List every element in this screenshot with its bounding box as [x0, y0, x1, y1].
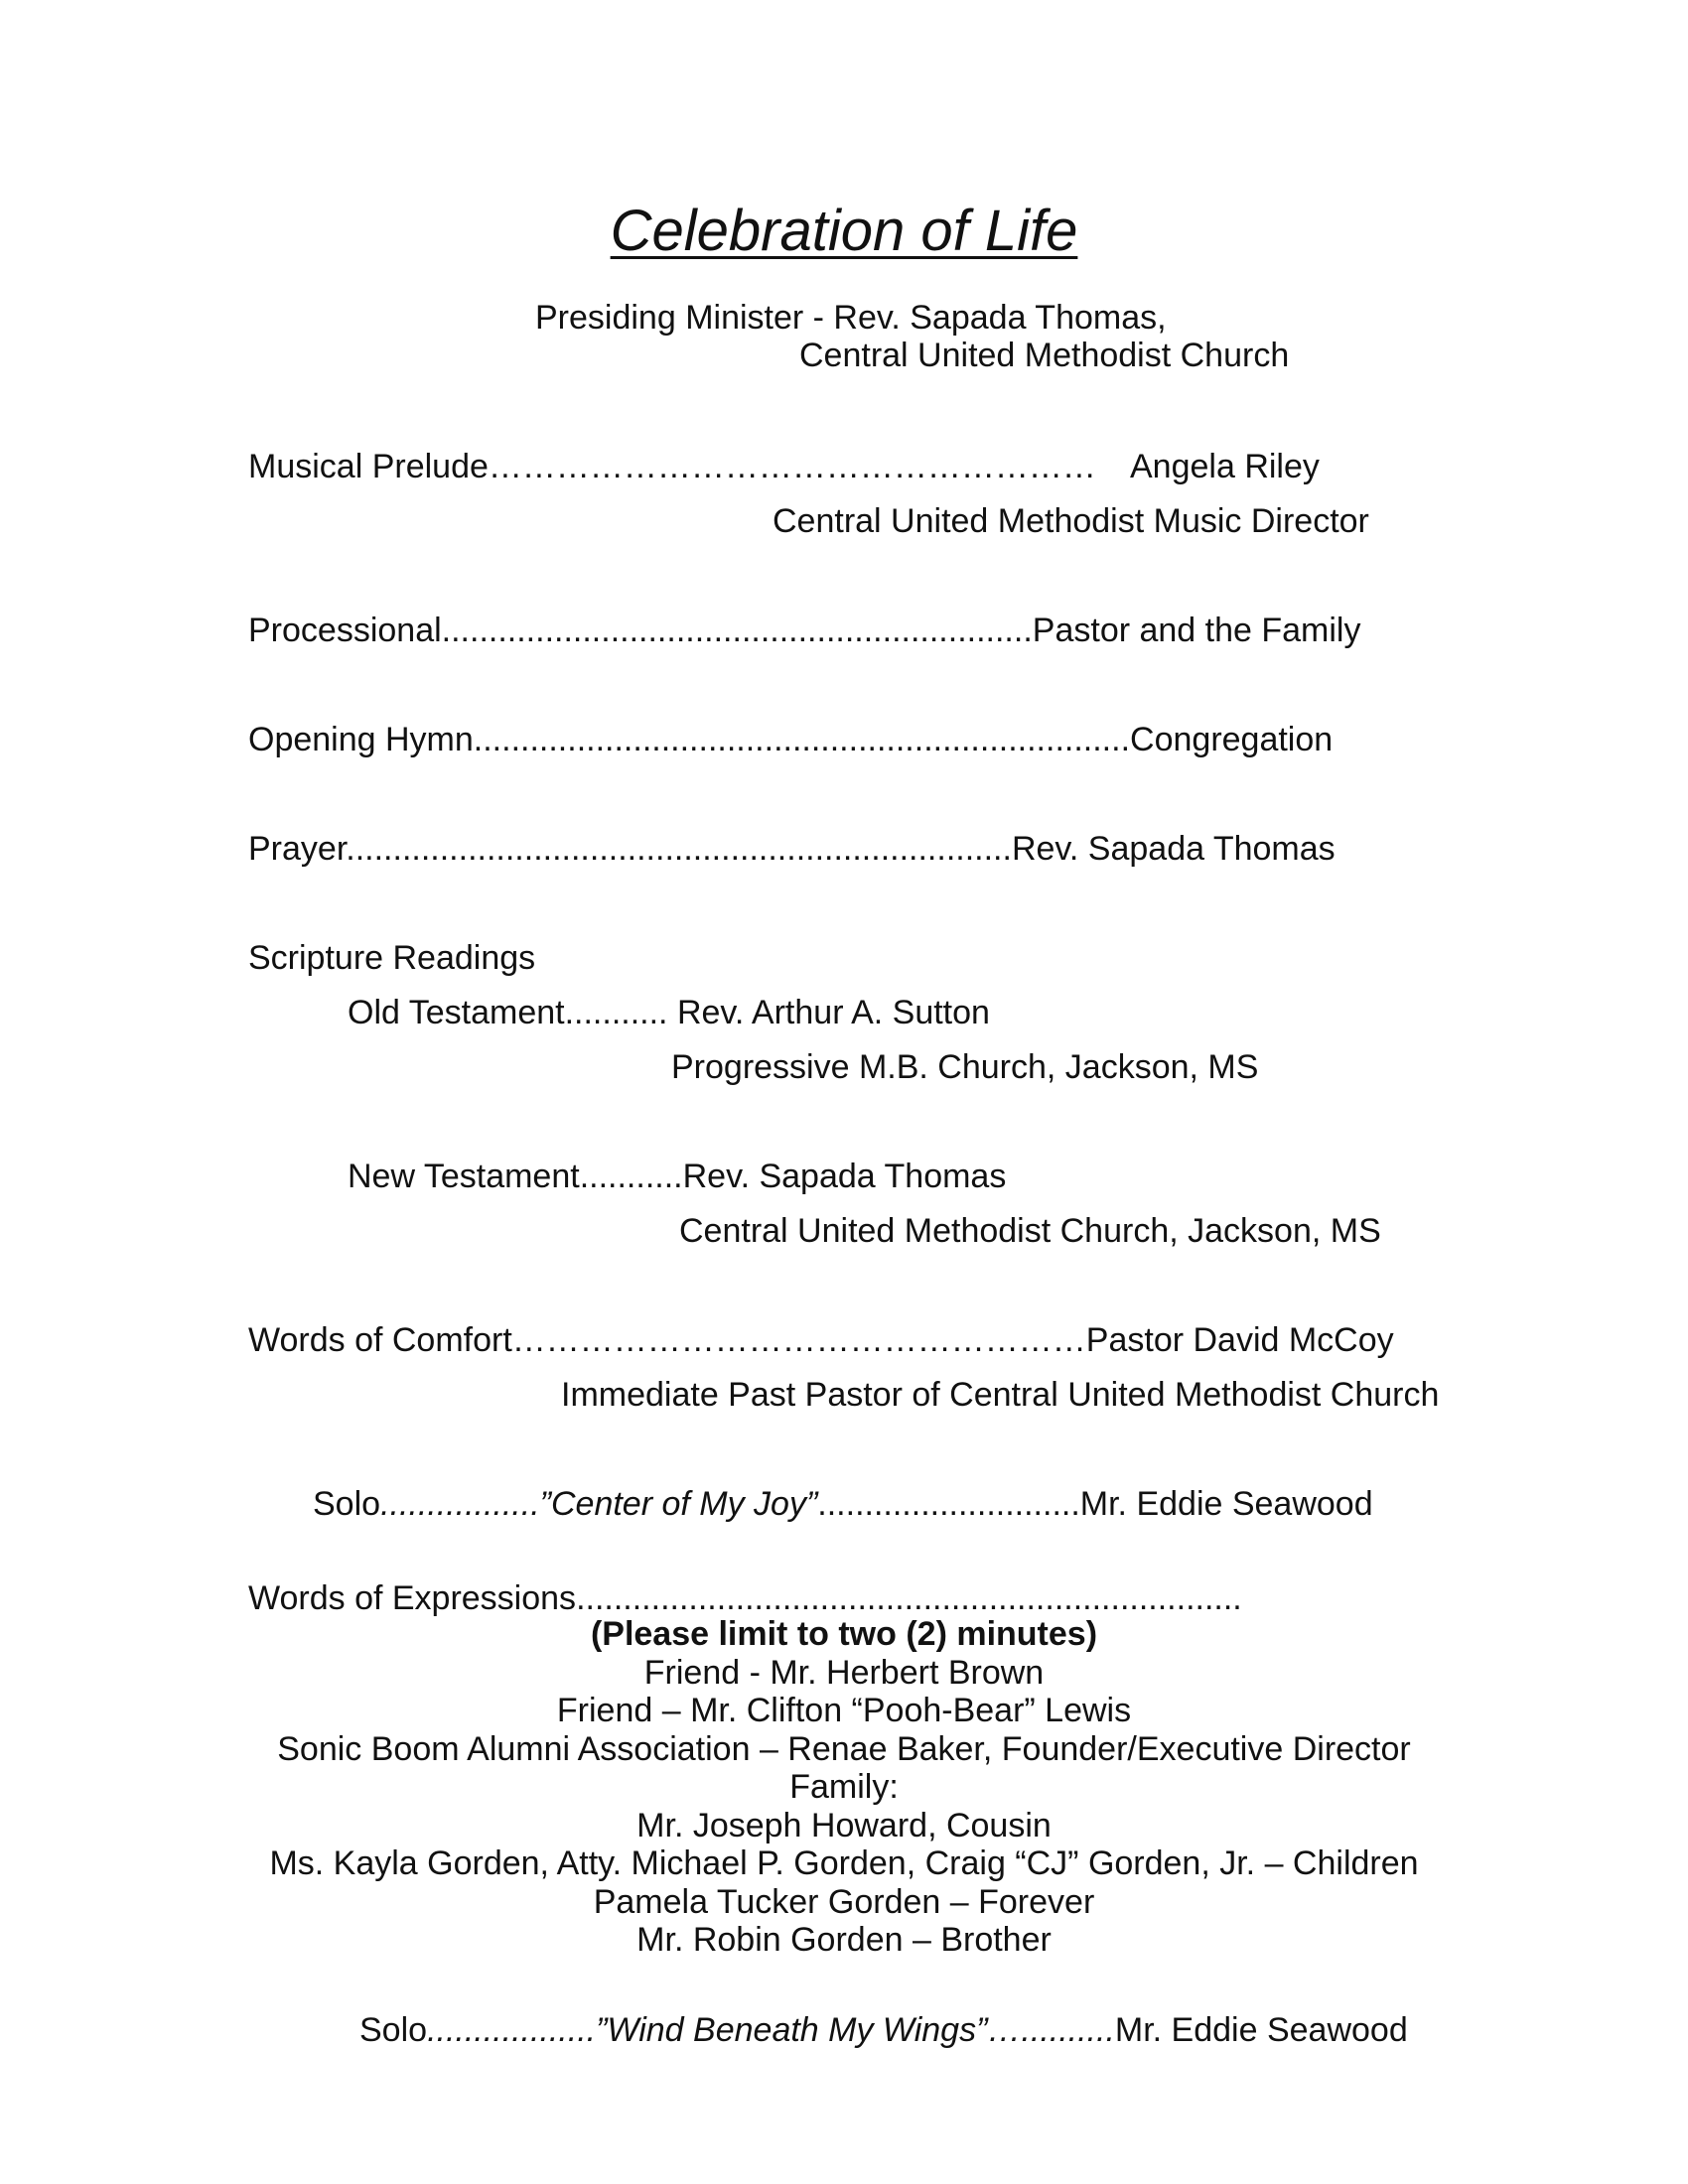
solo-2-performer: Mr. Eddie Seawood — [1114, 2011, 1408, 2049]
words-of-expressions-item — [248, 1578, 1242, 1618]
scripture-heading: Scripture Readings — [248, 939, 536, 977]
prelude-item — [248, 447, 1096, 486]
presiding-minister-line: Presiding Minister - Rev. Sapada Thomas, — [535, 299, 1167, 337]
processional-label: Processional — [248, 612, 442, 649]
expression-line: Friend - Mr. Herbert Brown — [643, 1653, 1045, 1692]
opening-hymn-label: Opening Hymn — [248, 721, 474, 758]
opening-hymn-item — [248, 720, 1333, 759]
solo-2-leader-a: .................. — [427, 2011, 597, 2049]
prelude-label: Musical Prelude — [248, 448, 489, 485]
new-testament-reader: Rev. Sapada Thomas — [682, 1158, 1007, 1195]
prayer-leader: ....................................................................... — [346, 830, 1012, 868]
solo-1-performer: Mr. Eddie Seawood — [1079, 1485, 1373, 1523]
expression-line: Mr. Robin Gorden – Brother — [636, 1921, 1052, 1959]
prelude-leader: ……………………………………………… — [488, 448, 1096, 485]
expression-line: Sonic Boom Alumni Association – Renae Baker, Founder/Executive Director — [277, 1729, 1411, 1768]
expressions-list — [0, 1615, 1688, 1960]
solo-1-song: ”Center of My Joy” — [539, 1485, 818, 1523]
words-of-comfort-label: Words of Comfort — [248, 1321, 512, 1359]
new-testament-label: New Testament — [348, 1158, 580, 1195]
expression-line: Pamela Tucker Gorden – Forever — [593, 1882, 1095, 1921]
solo-1-leader-b: ............................ — [817, 1485, 1080, 1523]
solo-2-leader-b: ….......... — [987, 2011, 1115, 2049]
words-of-expressions-leader: ....................................................................... — [576, 1579, 1242, 1617]
new-testament-detail: Central United Methodist Church, Jackson, MS — [679, 1212, 1381, 1250]
expression-line: Friend – Mr. Clifton “Pooh-Bear” Lewis — [556, 1692, 1132, 1729]
solo-1-label: Solo — [313, 1485, 381, 1523]
new-testament-leader: ........... — [579, 1158, 683, 1195]
solo-2-song: ”Wind Beneath My Wings” — [596, 2011, 988, 2049]
prayer-item — [248, 829, 1336, 869]
words-of-comfort-leader: …………………………………………… — [511, 1321, 1086, 1359]
expression-line: Family: — [789, 1768, 899, 1806]
new-testament-item — [348, 1157, 1006, 1196]
old-testament-detail: Progressive M.B. Church, Jackson, MS — [671, 1048, 1259, 1086]
words-of-comfort-detail: Immediate Past Pastor of Central United Methodist Church — [561, 1376, 1440, 1414]
old-testament-leader: ........... — [564, 994, 668, 1031]
opening-hymn-performer: Congregation — [1130, 721, 1334, 758]
expression-line: Mr. Joseph Howard, Cousin — [636, 1806, 1052, 1844]
solo-item-2 — [359, 2010, 1408, 2050]
words-of-expressions-label: Words of Expressions — [248, 1579, 577, 1617]
processional-performer: Pastor and the Family — [1032, 612, 1361, 649]
expression-line: Ms. Kayla Gorden, Atty. Michael P. Gorden, Craig “CJ” Gorden, Jr. – Children — [269, 1844, 1419, 1882]
solo-2-label: Solo — [359, 2011, 428, 2049]
words-of-comfort-speaker: Pastor David McCoy — [1085, 1321, 1394, 1359]
old-testament-reader: Rev. Arthur A. Sutton — [676, 994, 990, 1031]
old-testament-item — [348, 993, 990, 1032]
words-of-comfort-item — [248, 1320, 1394, 1360]
solo-item-1 — [313, 1484, 1373, 1524]
solo-1-leader-a: ................. — [380, 1485, 540, 1523]
opening-hymn-leader: ...................................................................... — [473, 721, 1131, 758]
old-testament-label: Old Testament — [348, 994, 565, 1031]
time-limit-note: (Please limit to two (2) minutes) — [590, 1615, 1098, 1653]
prelude-performer: Angela Riley — [1130, 448, 1320, 485]
prayer-label: Prayer — [248, 830, 347, 868]
page-title: Celebration of Life — [610, 199, 1078, 263]
prelude-detail: Central United Methodist Music Director — [773, 502, 1369, 540]
processional-item — [248, 611, 1360, 650]
processional-leader: ............................................................... — [441, 612, 1033, 649]
presiding-church-line: Central United Methodist Church — [799, 337, 1290, 374]
prayer-performer: Rev. Sapada Thomas — [1011, 830, 1336, 868]
